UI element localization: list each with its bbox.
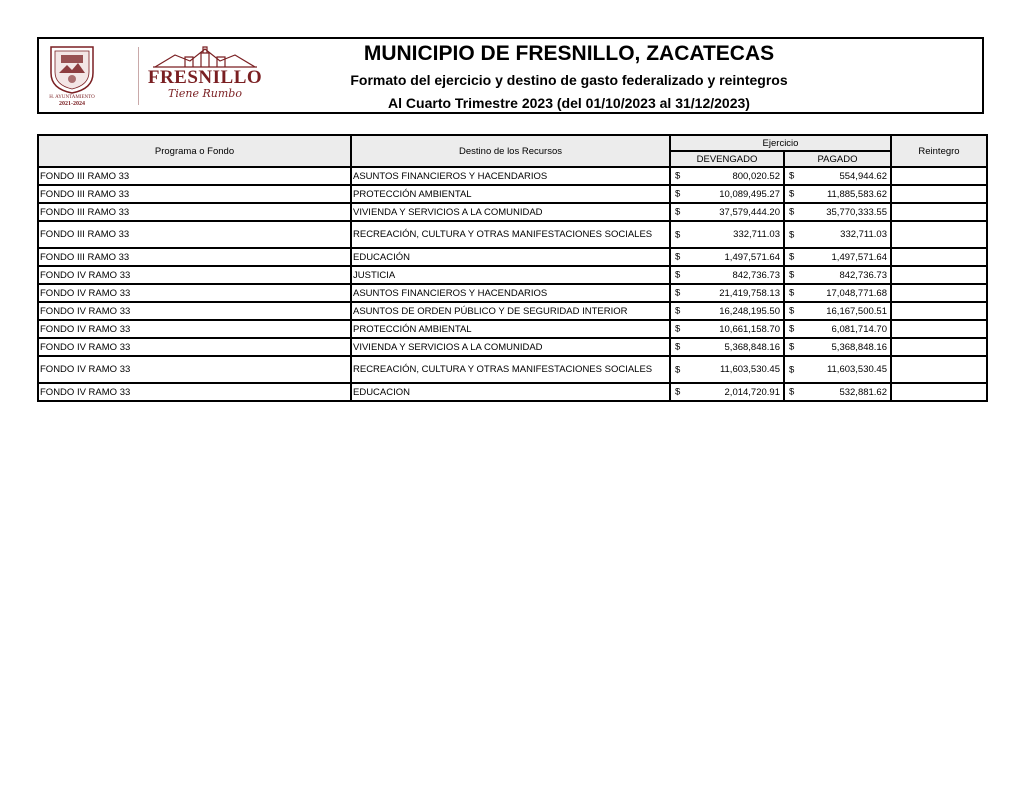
cell-pagado <box>784 320 891 338</box>
cell-devengado <box>670 167 784 185</box>
cell-destino: EDUCACIÓN <box>351 248 670 266</box>
amount-devengado: 11,603,530.45 <box>719 364 780 375</box>
cell-reintegro <box>891 284 987 302</box>
cell-devengado <box>670 383 784 401</box>
cell-reintegro <box>891 320 987 338</box>
cell-pagado <box>784 302 891 320</box>
table-row <box>38 338 987 356</box>
cell-devengado <box>670 356 784 383</box>
cell-reintegro <box>891 221 987 248</box>
currency-symbol: $ <box>789 364 795 375</box>
cell-devengado <box>670 338 784 356</box>
col-header-ejercicio: Ejercicio <box>670 135 891 151</box>
table-row <box>38 248 987 266</box>
currency-symbol: $ <box>675 341 681 353</box>
currency-symbol: $ <box>789 170 795 182</box>
cell-programa: FONDO III RAMO 33 <box>38 203 351 221</box>
cell-destino: PROTECCIÓN AMBIENTAL <box>351 320 670 338</box>
amount-pagado: 17,048,771.68 <box>826 287 887 299</box>
amount-devengado: 800,020.52 <box>732 170 780 182</box>
currency-symbol: $ <box>789 323 795 335</box>
cell-programa: FONDO III RAMO 33 <box>38 167 351 185</box>
currency-symbol: $ <box>789 229 795 240</box>
currency-symbol: $ <box>789 188 795 200</box>
cell-destino: VIVIENDA Y SERVICIOS A LA COMUNIDAD <box>351 203 670 221</box>
cell-programa: FONDO IV RAMO 33 <box>38 383 351 401</box>
amount-pagado: 11,885,583.62 <box>826 188 887 200</box>
currency-symbol: $ <box>789 305 795 317</box>
cell-destino: ASUNTOS FINANCIEROS Y HACENDARIOS <box>351 284 670 302</box>
amount-devengado: 5,368,848.16 <box>724 341 780 353</box>
amount-pagado: 842,736.73 <box>839 269 887 281</box>
cell-pagado <box>784 221 891 248</box>
currency-symbol: $ <box>675 364 681 375</box>
amount-devengado: 16,248,195.50 <box>719 305 780 317</box>
table-row <box>38 284 987 302</box>
amount-pagado: 532,881.62 <box>839 386 887 398</box>
amount-devengado: 21,419,758.13 <box>719 287 780 299</box>
report-subtitle: Formato del ejercicio y destino de gasto federalizado y reintegros <box>350 72 788 88</box>
currency-symbol: $ <box>789 341 795 353</box>
cell-pagado <box>784 167 891 185</box>
amount-devengado: 842,736.73 <box>732 269 780 281</box>
table-row <box>38 320 987 338</box>
col-header-destino: Destino de los Recursos <box>351 135 670 167</box>
cell-programa: FONDO IV RAMO 33 <box>38 302 351 320</box>
cell-devengado <box>670 248 784 266</box>
cell-pagado <box>784 248 891 266</box>
cell-pagado <box>784 338 891 356</box>
shield-caption-text: H. AYUNTAMIENTO <box>49 95 95 100</box>
cell-programa: FONDO IV RAMO 33 <box>38 266 351 284</box>
amount-devengado: 332,711.03 <box>733 229 780 240</box>
currency-symbol: $ <box>675 386 681 398</box>
currency-symbol: $ <box>675 229 681 240</box>
cell-reintegro <box>891 203 987 221</box>
currency-symbol: $ <box>675 188 681 200</box>
cell-destino: RECREACIÓN, CULTURA Y OTRAS MANIFESTACIONES SOCIALES <box>351 221 670 248</box>
table-row <box>38 383 987 401</box>
table-row <box>38 203 987 221</box>
cell-programa: FONDO IV RAMO 33 <box>38 356 351 383</box>
currency-symbol: $ <box>675 323 681 335</box>
amount-devengado: 1,497,571.64 <box>724 251 780 263</box>
cell-reintegro <box>891 167 987 185</box>
col-header-pagado: PAGADO <box>784 151 891 167</box>
cell-devengado <box>670 302 784 320</box>
report-title: MUNICIPIO DE FRESNILLO, ZACATECAS <box>363 42 775 65</box>
table-body <box>38 167 987 401</box>
cell-destino: PROTECCIÓN AMBIENTAL <box>351 185 670 203</box>
cell-pagado <box>784 383 891 401</box>
cell-programa: FONDO IV RAMO 33 <box>38 284 351 302</box>
currency-symbol: $ <box>789 251 795 263</box>
table-header-row <box>38 135 987 151</box>
amount-devengado: 10,661,158.70 <box>719 323 780 335</box>
cell-programa: FONDO III RAMO 33 <box>38 185 351 203</box>
amount-pagado: 5,368,848.16 <box>831 341 887 353</box>
amount-pagado: 35,770,333.55 <box>826 206 887 218</box>
cell-programa: FONDO IV RAMO 33 <box>38 320 351 338</box>
report-header <box>37 37 984 114</box>
col-header-devengado: DEVENGADO <box>670 151 784 167</box>
cell-destino: JUSTICIA <box>351 266 670 284</box>
cell-pagado <box>784 185 891 203</box>
cell-devengado <box>670 185 784 203</box>
cell-pagado <box>784 284 891 302</box>
cell-destino: VIVIENDA Y SERVICIOS A LA COMUNIDAD <box>351 338 670 356</box>
table-row <box>38 185 987 203</box>
amount-devengado: 2,014,720.91 <box>724 386 780 398</box>
currency-symbol: $ <box>675 251 681 263</box>
cell-reintegro <box>891 266 987 284</box>
amount-pagado: 6,081,714.70 <box>831 323 887 335</box>
amount-pagado: 554,944.62 <box>839 170 887 182</box>
cell-destino: RECREACIÓN, CULTURA Y OTRAS MANIFESTACIONES SOCIALES <box>351 356 670 383</box>
cell-devengado <box>670 284 784 302</box>
table-row <box>38 356 987 383</box>
logo-divider <box>138 47 139 105</box>
cell-reintegro <box>891 356 987 383</box>
currency-symbol: $ <box>789 206 795 218</box>
shield-icon <box>47 43 97 95</box>
cell-destino: EDUCACION <box>351 383 670 401</box>
cell-reintegro <box>891 185 987 203</box>
cell-reintegro <box>891 248 987 266</box>
shield-caption <box>47 95 97 107</box>
table-row <box>38 302 987 320</box>
cell-pagado <box>784 266 891 284</box>
cell-pagado <box>784 356 891 383</box>
cell-reintegro <box>891 383 987 401</box>
currency-symbol: $ <box>789 269 795 281</box>
cell-programa: FONDO III RAMO 33 <box>38 248 351 266</box>
cell-programa: FONDO III RAMO 33 <box>38 221 351 248</box>
amount-pagado: 332,711.03 <box>840 229 887 240</box>
cell-devengado <box>670 266 784 284</box>
table-row <box>38 266 987 284</box>
table-row <box>38 167 987 185</box>
shield-years: 2021-2024 <box>59 101 85 107</box>
currency-symbol: $ <box>675 269 681 281</box>
ayuntamiento-shield-logo <box>47 43 97 107</box>
currency-symbol: $ <box>675 305 681 317</box>
cell-devengado <box>670 320 784 338</box>
cell-devengado <box>670 221 784 248</box>
cell-destino: ASUNTOS FINANCIEROS Y HACENDARIOS <box>351 167 670 185</box>
cell-reintegro <box>891 338 987 356</box>
cell-destino: ASUNTOS DE ORDEN PÚBLICO Y DE SEGURIDAD INTERIOR <box>351 302 670 320</box>
cell-devengado <box>670 203 784 221</box>
currency-symbol: $ <box>789 386 795 398</box>
amount-pagado: 16,167,500.51 <box>826 305 887 317</box>
cell-reintegro <box>891 302 987 320</box>
currency-symbol: $ <box>675 206 681 218</box>
table-row <box>38 221 987 248</box>
cell-pagado <box>784 203 891 221</box>
col-header-reintegro: Reintegro <box>891 135 987 167</box>
gasto-federalizado-table <box>37 134 988 402</box>
currency-symbol: $ <box>675 287 681 299</box>
currency-symbol: $ <box>789 287 795 299</box>
fresnillo-slogan: Tiene Rumbo <box>168 87 242 100</box>
cell-programa: FONDO IV RAMO 33 <box>38 338 351 356</box>
amount-devengado: 10,089,495.27 <box>719 188 780 200</box>
amount-devengado: 37,579,444.20 <box>719 206 780 218</box>
report-period: Al Cuarto Trimestre 2023 (del 01/10/2023 al 31/12/2023) <box>388 95 750 111</box>
col-header-programa: Programa o Fondo <box>38 135 351 167</box>
amount-pagado: 11,603,530.45 <box>826 364 887 375</box>
fresnillo-wordmark: FRESNILLO <box>147 67 263 88</box>
currency-symbol: $ <box>675 170 681 182</box>
amount-pagado: 1,497,571.64 <box>831 251 887 263</box>
